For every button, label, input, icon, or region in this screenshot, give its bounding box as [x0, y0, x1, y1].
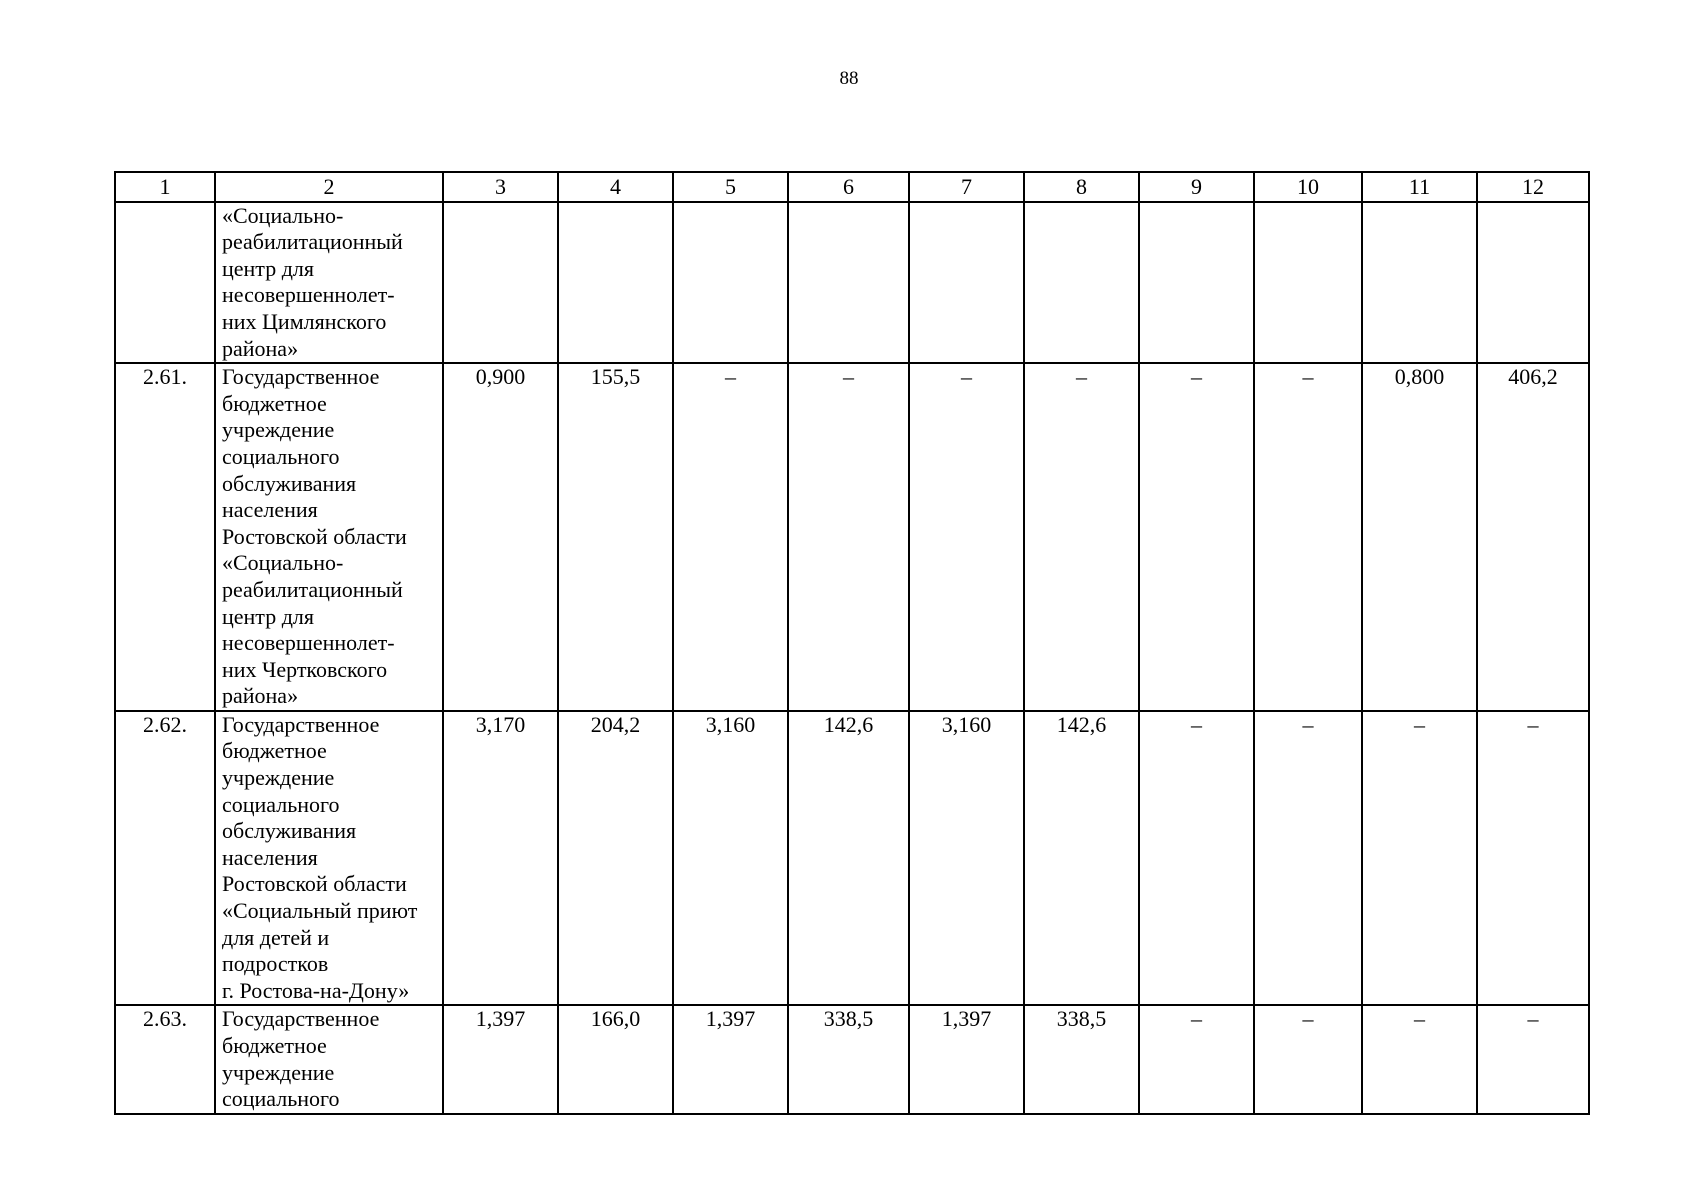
value-cell: 3,170 — [443, 711, 558, 1006]
institution-name-cell — [215, 1005, 443, 1113]
column-header: 10 — [1254, 172, 1362, 202]
column-header: 4 — [558, 172, 673, 202]
row-number: 2.61. — [115, 363, 215, 711]
value-cell: 204,2 — [558, 711, 673, 1006]
value-cell: – — [1139, 1005, 1254, 1113]
value-cell — [788, 202, 909, 364]
value-cell — [673, 202, 788, 364]
value-cell: 3,160 — [673, 711, 788, 1006]
value-cell: – — [1362, 1005, 1477, 1113]
institution-name-cell — [215, 202, 443, 364]
value-cell: – — [1139, 363, 1254, 711]
value-cell: – — [1362, 711, 1477, 1006]
value-cell: 0,900 — [443, 363, 558, 711]
institution-name: «Социально- реабилитационный центр для несовершеннолет- них Цимлянского района» — [222, 202, 403, 361]
value-cell: – — [1254, 1005, 1362, 1113]
column-header: 6 — [788, 172, 909, 202]
column-header: 12 — [1477, 172, 1589, 202]
value-cell: 166,0 — [558, 1005, 673, 1113]
institution-name: Государственное бюджетное учреждение социального обслуживания населения Ростовской области «Социальный приют для детей и подростков г. Ростова-на-Дону» — [222, 711, 418, 1003]
column-header: 1 — [115, 172, 215, 202]
value-cell — [1362, 202, 1477, 364]
value-cell: 338,5 — [1024, 1005, 1139, 1113]
value-cell — [558, 202, 673, 364]
value-cell: 155,5 — [558, 363, 673, 711]
value-cell: 406,2 — [1477, 363, 1589, 711]
value-cell: 142,6 — [788, 711, 909, 1006]
page-number: 88 — [839, 68, 859, 89]
value-cell: – — [909, 363, 1024, 711]
value-cell — [1477, 202, 1589, 364]
value-cell: – — [1024, 363, 1139, 711]
table-header-row — [115, 172, 1589, 202]
column-header: 9 — [1139, 172, 1254, 202]
value-cell — [443, 202, 558, 364]
value-cell: – — [1477, 711, 1589, 1006]
value-cell: 3,160 — [909, 711, 1024, 1006]
value-cell: 1,397 — [909, 1005, 1024, 1113]
value-cell: – — [673, 363, 788, 711]
table-row — [115, 363, 1589, 711]
value-cell: – — [788, 363, 909, 711]
data-table — [114, 171, 1590, 1115]
column-header: 2 — [215, 172, 443, 202]
institution-name-cell — [215, 711, 443, 1006]
value-cell: – — [1254, 711, 1362, 1006]
row-number — [115, 202, 215, 364]
value-cell — [909, 202, 1024, 364]
value-cell — [1139, 202, 1254, 364]
value-cell: – — [1254, 363, 1362, 711]
table-row — [115, 202, 1589, 364]
value-cell: 1,397 — [443, 1005, 558, 1113]
value-cell: 142,6 — [1024, 711, 1139, 1006]
column-header: 3 — [443, 172, 558, 202]
value-cell: – — [1477, 1005, 1589, 1113]
institution-name: Государственное бюджетное учреждение социального — [222, 1006, 380, 1112]
value-cell: 338,5 — [788, 1005, 909, 1113]
institution-name: Государственное бюджетное учреждение социального обслуживания населения Ростовской области «Социально- реабилитационный центр для несовершеннолет- них Чертковского района» — [222, 364, 407, 709]
table-row — [115, 1005, 1589, 1113]
value-cell — [1024, 202, 1139, 364]
table-row — [115, 711, 1589, 1006]
value-cell: 0,800 — [1362, 363, 1477, 711]
column-header: 7 — [909, 172, 1024, 202]
value-cell: 1,397 — [673, 1005, 788, 1113]
column-header: 8 — [1024, 172, 1139, 202]
row-number: 2.63. — [115, 1005, 215, 1113]
institution-name-cell — [215, 363, 443, 711]
column-header: 11 — [1362, 172, 1477, 202]
row-number: 2.62. — [115, 711, 215, 1006]
value-cell — [1254, 202, 1362, 364]
column-header: 5 — [673, 172, 788, 202]
value-cell: – — [1139, 711, 1254, 1006]
